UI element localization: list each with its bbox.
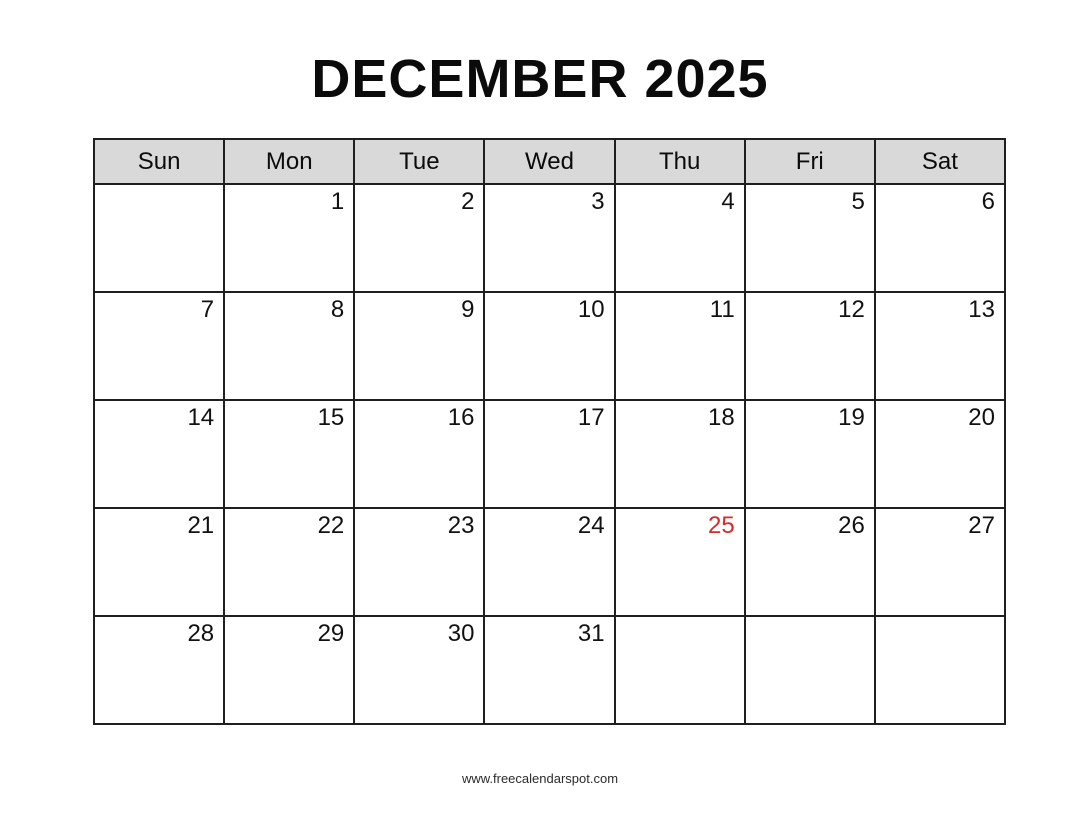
- date-cell: 13: [875, 292, 1005, 400]
- date-cell: 26: [745, 508, 875, 616]
- date-cell: 10: [484, 292, 614, 400]
- date-cell: 14: [94, 400, 224, 508]
- date-cell: 15: [224, 400, 354, 508]
- date-cell: 27: [875, 508, 1005, 616]
- date-cell: 19: [745, 400, 875, 508]
- footer-url: www.freecalendarspot.com: [461, 771, 619, 786]
- week-row: [94, 184, 1005, 292]
- day-header-fri: Fri: [745, 139, 875, 184]
- date-cell: 31: [484, 616, 614, 724]
- date-cell: 29: [224, 616, 354, 724]
- date-cell: 28: [94, 616, 224, 724]
- week-row: [94, 292, 1005, 400]
- day-header-tue: Tue: [354, 139, 484, 184]
- date-cell: 11: [615, 292, 745, 400]
- date-cell: [745, 616, 875, 724]
- date-cell: 17: [484, 400, 614, 508]
- weekday-header-row: [94, 139, 1005, 184]
- day-header-sun: Sun: [94, 139, 224, 184]
- date-cell: [615, 616, 745, 724]
- day-header-mon: Mon: [224, 139, 354, 184]
- week-row: [94, 400, 1005, 508]
- date-cell: [94, 184, 224, 292]
- day-header-thu: Thu: [615, 139, 745, 184]
- day-header-sat: Sat: [875, 139, 1005, 184]
- date-cell: 20: [875, 400, 1005, 508]
- date-cell: 18: [615, 400, 745, 508]
- date-cell: 2: [354, 184, 484, 292]
- date-cell: 9: [354, 292, 484, 400]
- date-cell: 16: [354, 400, 484, 508]
- day-header-wed: Wed: [484, 139, 614, 184]
- date-cell: 8: [224, 292, 354, 400]
- week-row: [94, 508, 1005, 616]
- date-cell: 6: [875, 184, 1005, 292]
- date-cell: 23: [354, 508, 484, 616]
- date-cell-christmas: 25: [615, 508, 745, 616]
- date-cell: 21: [94, 508, 224, 616]
- week-row: [94, 616, 1005, 724]
- date-cell: [875, 616, 1005, 724]
- date-cell: 12: [745, 292, 875, 400]
- date-cell: 1: [224, 184, 354, 292]
- calendar-title: DECEMBER 2025: [311, 49, 769, 109]
- date-cell: 4: [615, 184, 745, 292]
- date-cell: 30: [354, 616, 484, 724]
- calendar-grid: [93, 138, 1006, 725]
- date-cell: 24: [484, 508, 614, 616]
- date-cell: 5: [745, 184, 875, 292]
- date-cell: 3: [484, 184, 614, 292]
- date-cell: 7: [94, 292, 224, 400]
- date-cell: 22: [224, 508, 354, 616]
